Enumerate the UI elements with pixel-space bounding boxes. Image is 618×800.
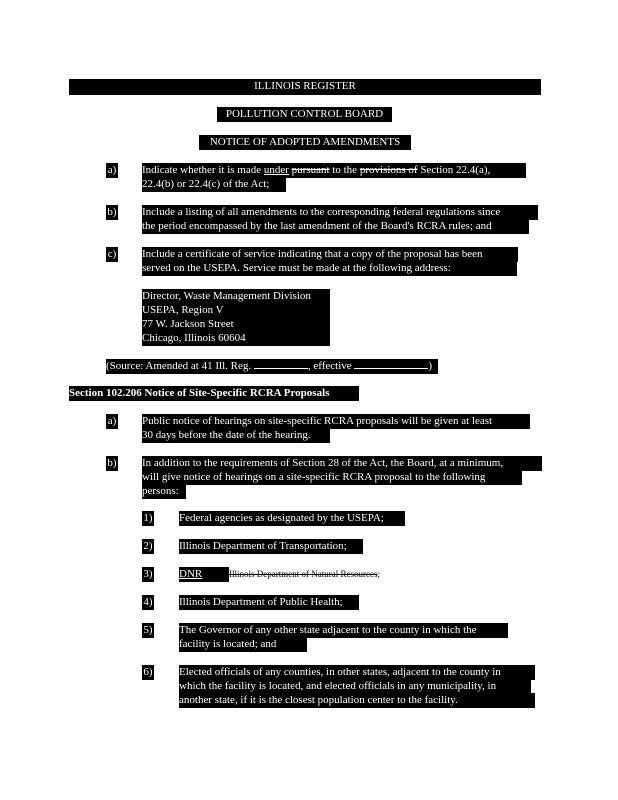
address-line-3: 77 W. Jackson Street	[142, 317, 330, 332]
subitem-4-label: 4)	[143, 596, 153, 608]
subitem-3-deleted-text: Illinois Department of Natural Resources	[229, 569, 378, 579]
section-item-a-line2: 30 days before the date of the hearing.	[142, 428, 330, 443]
item-a-text-post: Section 22.4(a),	[417, 164, 491, 176]
section-item-b-label: b)	[107, 457, 117, 469]
item-b-line2: the period encompassed by the last amendment of the Board's RCRA rules; and	[142, 219, 529, 234]
subitem-6-label: 6)	[143, 666, 153, 678]
item-a-label: a)	[107, 164, 117, 176]
item-a-deleted-phrase: provisions of	[359, 164, 418, 176]
subitem-2-label: 2)	[143, 540, 153, 552]
subitem-6-line1: Elected officials of any counties, in other states, adjacent to the county in	[179, 665, 535, 680]
item-c-label: c)	[107, 248, 117, 260]
item-b-label: b)	[107, 206, 117, 218]
address-line-2: USEPA, Region V	[142, 303, 330, 318]
subitem-6-line3: another state, if it is the closest population center to the facility.	[179, 693, 535, 708]
item-a-line1	[142, 163, 526, 178]
item-c-line1: Include a certificate of service indicating that a copy of the proposal has been	[142, 247, 518, 262]
subitem-1-label: 1)	[143, 512, 153, 524]
effective-date-blank	[354, 368, 428, 369]
subitem-3-inserted-text: DNR	[179, 568, 203, 580]
subitem-3-punctuation: ;	[377, 569, 380, 579]
subitem-5-label: 5)	[143, 624, 153, 636]
section-item-b-line1: In addition to the requirements of Section 28 of the Act, the Board, at a minimum,	[142, 456, 542, 471]
section-heading: Section 102.206 Notice of Site-Specific RCRA Proposals	[69, 386, 359, 401]
section-item-a-line1: Public notice of hearings on site-specific RCRA proposals will be given at least	[142, 414, 530, 429]
item-a-deleted-word: pursuant	[291, 164, 330, 176]
subitem-3-label: 3)	[143, 568, 153, 580]
source-text-mid: , effective	[307, 360, 355, 372]
section-item-b-line2: will give notice of hearings on a site-specific RCRA proposal to the following	[142, 470, 522, 485]
item-a-line2: 22.4(b) or 22.4(c) of the Act;	[142, 177, 286, 192]
item-a-text-mid: to the	[329, 164, 360, 176]
source-text-pre: (Source: Amended at 41 Ill. Reg.	[106, 360, 254, 372]
subitem-1-text: Federal agencies as designated by the USEPA;	[179, 511, 405, 526]
subitem-3-text	[179, 567, 229, 582]
address-line-4: Chicago, Illinois 60604	[142, 331, 330, 346]
subitem-6-line2: which the facility is located, and elected officials in any municipality, in	[179, 679, 531, 694]
section-item-b-line3: persons:	[142, 484, 186, 499]
subitem-2-text: Illinois Department of Transportation;	[179, 539, 363, 554]
notice-title: NOTICE OF ADOPTED AMENDMENTS	[199, 135, 411, 150]
item-a-inserted-word: under	[263, 164, 289, 176]
item-a-text-pre: Indicate whether it is made	[142, 164, 264, 176]
subitem-4-text: Illinois Department of Public Health;	[179, 595, 359, 610]
item-b-line1: Include a listing of all amendments to the corresponding federal regulations since	[142, 205, 538, 220]
register-page-blank	[254, 368, 308, 369]
item-c-line2: served on the USEPA. Service must be made at the following address:	[142, 261, 517, 276]
board-title: POLLUTION CONTROL BOARD	[217, 107, 392, 122]
source-note	[106, 359, 438, 374]
subitem-5-line1: The Governor of any other state adjacent to the county in which the	[179, 623, 508, 638]
subitem-3-deleted	[229, 567, 405, 582]
register-title: ILLINOIS REGISTER	[69, 79, 541, 94]
subitem-5-line2: facility is located; and	[179, 637, 307, 652]
section-item-a-label: a)	[107, 415, 117, 427]
source-text-post: )	[428, 360, 433, 372]
header-rule	[69, 93, 541, 95]
address-line-1: Director, Waste Management Division	[142, 289, 330, 304]
